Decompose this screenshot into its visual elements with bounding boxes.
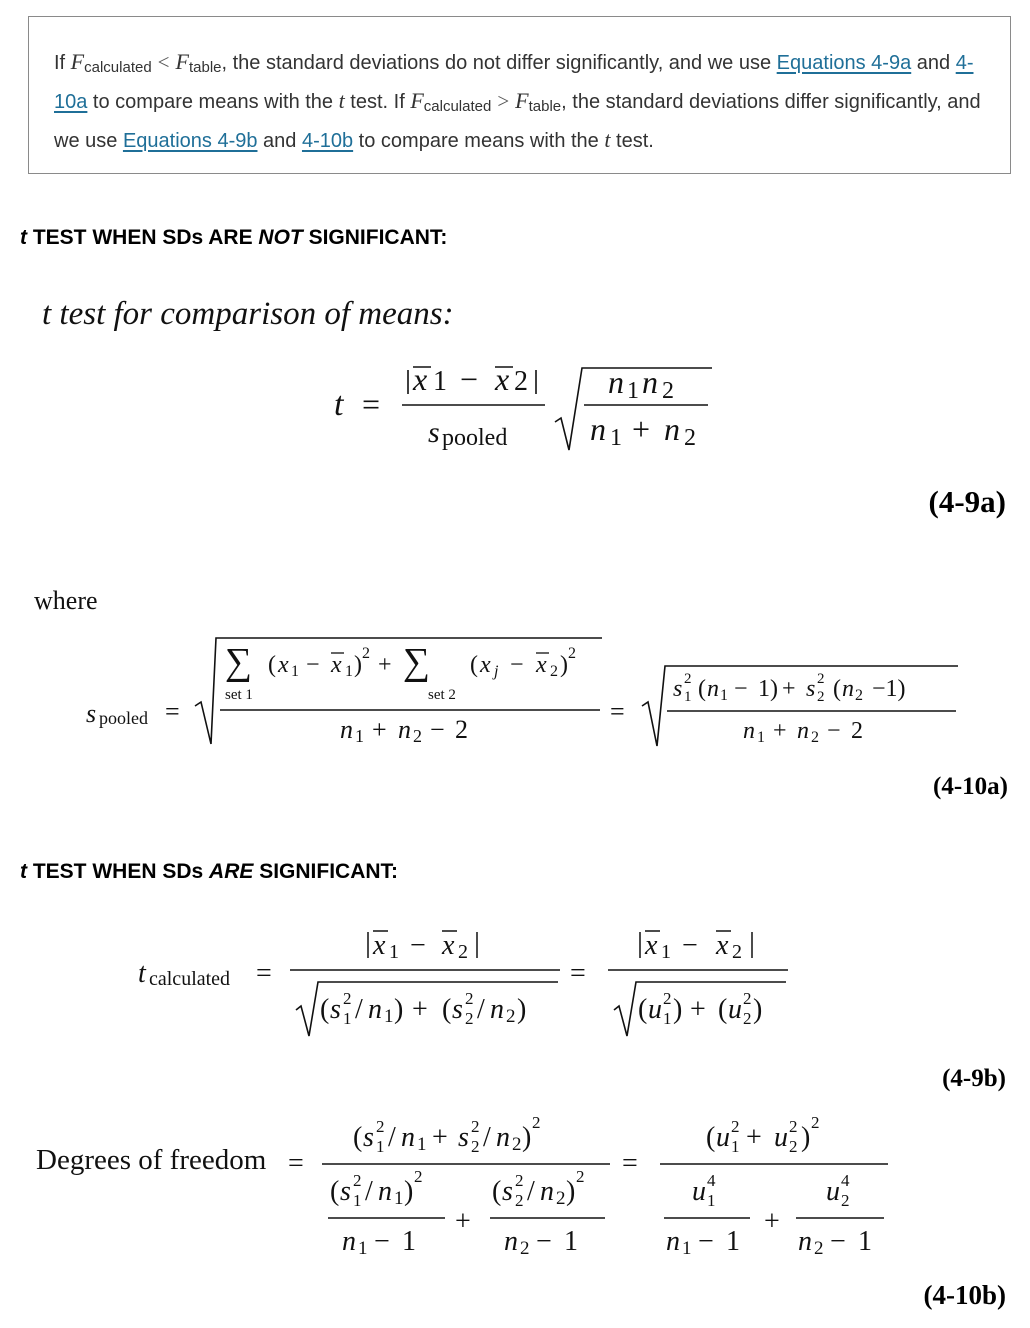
link-equations-4-9b[interactable]: Equations 4-9b — [122, 130, 258, 152]
svg-text:n: n — [707, 676, 719, 702]
svg-text:−: − — [410, 930, 426, 961]
svg-text:∑: ∑ — [225, 641, 253, 683]
svg-text:n: n — [490, 994, 504, 1025]
svg-text:(: ( — [833, 676, 841, 702]
svg-text:): ) — [560, 652, 568, 678]
numerator-abs-diff — [408, 361, 536, 397]
svg-text:−: − — [536, 1226, 552, 1257]
svg-text:2: 2 — [343, 989, 352, 1008]
callout-and: and — [911, 52, 956, 74]
svg-text:/: / — [365, 1176, 373, 1207]
svg-text:x: x — [536, 652, 547, 678]
svg-text:calculated: calculated — [149, 968, 231, 990]
svg-text:2: 2 — [515, 1171, 524, 1190]
svg-text:): ) — [522, 1122, 532, 1153]
svg-text:(: ( — [706, 1122, 716, 1153]
svg-text:1: 1 — [720, 687, 728, 704]
svg-text:2: 2 — [732, 941, 742, 963]
t-symbol: t — [338, 88, 345, 113]
link-equations-4-9a[interactable]: Equations 4-9a — [776, 52, 912, 74]
svg-text:2: 2 — [743, 989, 752, 1008]
callout-box — [28, 16, 1011, 174]
svg-text:2: 2 — [811, 729, 819, 746]
f-symbol: F — [410, 88, 424, 113]
svg-text:(: ( — [330, 1176, 340, 1207]
svg-text:2: 2 — [465, 989, 474, 1008]
svg-text:2: 2 — [362, 645, 370, 662]
t-symbol: t — [604, 127, 611, 152]
heading-mid: TEST WHEN SDs — [27, 860, 210, 883]
svg-text:): ) — [354, 652, 362, 678]
svg-text:s: s — [86, 699, 97, 728]
svg-text:+: + — [455, 1206, 471, 1237]
svg-text:n: n — [540, 1176, 554, 1207]
svg-text:+: + — [432, 1122, 448, 1153]
svg-text:1: 1 — [402, 1226, 416, 1257]
svg-text:n: n — [401, 1122, 415, 1153]
callout-text-3: to compare means with the — [87, 91, 339, 113]
svg-text:1: 1 — [684, 689, 692, 705]
svg-text:1: 1 — [389, 941, 399, 963]
greater-than-symbol: > — [497, 89, 510, 113]
svg-text:s: s — [673, 676, 683, 702]
svg-text:x: x — [716, 930, 729, 961]
svg-text:): ) — [673, 994, 683, 1025]
svg-text:s: s — [363, 1122, 374, 1153]
svg-text:x: x — [331, 652, 342, 678]
svg-text:n: n — [842, 676, 854, 702]
link-4-10b[interactable]: 4-10b — [301, 130, 354, 152]
svg-text:): ) — [404, 1176, 414, 1207]
svg-text:s: s — [428, 416, 440, 449]
svg-text:=: = — [570, 958, 586, 989]
equation-4-9b — [120, 918, 820, 1043]
svg-text:n: n — [608, 364, 624, 400]
svg-text:+: + — [746, 1122, 762, 1153]
svg-text:u: u — [728, 994, 742, 1025]
svg-text:1: 1 — [682, 1238, 692, 1259]
svg-text:2: 2 — [512, 1134, 522, 1155]
svg-text:s: s — [452, 994, 463, 1025]
svg-text:2: 2 — [520, 1238, 530, 1259]
svg-text:/: / — [388, 1122, 396, 1153]
f-symbol: F — [70, 49, 85, 74]
f-symbol: F — [515, 88, 529, 113]
equation-4-10a — [70, 628, 970, 758]
svg-text:): ) — [753, 994, 763, 1025]
heading-post: SIGNIFICANT: — [302, 226, 448, 249]
svg-text:1: 1 — [731, 1137, 740, 1156]
svg-text:=: = — [362, 386, 381, 422]
svg-text:n: n — [378, 1176, 392, 1207]
svg-text:x: x — [278, 652, 289, 678]
svg-text:2: 2 — [811, 1113, 820, 1132]
svg-text:u: u — [648, 994, 662, 1025]
svg-text:1): 1) — [758, 676, 778, 702]
svg-text:u: u — [774, 1122, 788, 1153]
svg-text:n: n — [642, 364, 658, 400]
svg-text:/: / — [355, 994, 363, 1025]
svg-text:pooled: pooled — [99, 708, 148, 728]
where-text: where — [34, 586, 98, 615]
subscript-table: table — [188, 59, 222, 76]
svg-text:+: + — [372, 715, 387, 744]
svg-text:4: 4 — [707, 1171, 716, 1190]
svg-text:): ) — [566, 1176, 576, 1207]
svg-text:2: 2 — [515, 1191, 524, 1210]
svg-text:1: 1 — [627, 378, 639, 404]
svg-text:2: 2 — [684, 671, 692, 687]
subscript-calculated: calculated — [423, 98, 492, 115]
link-4-10a[interactable]: 4-10a — [54, 52, 974, 113]
svg-text:+: + — [690, 994, 706, 1025]
svg-text:n: n — [368, 994, 382, 1025]
svg-text:2: 2 — [458, 941, 468, 963]
svg-text:t: t — [334, 386, 344, 423]
svg-text:∑: ∑ — [403, 641, 431, 683]
svg-text:1: 1 — [661, 941, 671, 963]
svg-text:j: j — [494, 663, 499, 680]
svg-text:1: 1 — [343, 1009, 352, 1028]
svg-text:+: + — [764, 1206, 780, 1237]
svg-text:2: 2 — [817, 671, 825, 687]
svg-text:−: − — [374, 1226, 390, 1257]
svg-text:2: 2 — [841, 1191, 850, 1210]
svg-text:2: 2 — [471, 1137, 480, 1156]
heading-t: t — [20, 226, 27, 249]
svg-text:1: 1 — [433, 366, 447, 397]
svg-text:1: 1 — [757, 729, 765, 746]
callout-text-7: test. — [610, 130, 654, 152]
svg-text:−: − — [430, 715, 445, 744]
svg-text:+: + — [782, 676, 796, 702]
svg-text:1: 1 — [707, 1191, 716, 1210]
svg-text:1: 1 — [358, 1238, 368, 1259]
svg-text:−: − — [460, 361, 479, 397]
svg-text:−: − — [682, 930, 698, 961]
svg-text:1: 1 — [376, 1137, 385, 1156]
svg-text:1: 1 — [394, 1188, 404, 1209]
callout-text-2: the standard deviations do not differ significantly, and we use — [227, 52, 777, 74]
svg-text:2: 2 — [789, 1137, 798, 1156]
svg-text:n: n — [798, 1226, 812, 1257]
svg-text:+: + — [632, 411, 651, 447]
svg-text:1: 1 — [417, 1134, 427, 1155]
callout-and: and — [257, 130, 302, 152]
svg-text:2: 2 — [817, 689, 825, 705]
svg-text:x: x — [495, 361, 510, 397]
svg-text:/: / — [483, 1122, 491, 1153]
svg-text:2: 2 — [550, 663, 558, 680]
svg-text:(: ( — [320, 994, 330, 1025]
t-test-heading: t test for comparison of means: — [42, 296, 454, 332]
svg-text:2: 2 — [731, 1117, 740, 1136]
svg-text:x: x — [373, 930, 386, 961]
svg-text:(: ( — [718, 994, 728, 1025]
svg-text:1: 1 — [355, 726, 364, 746]
svg-text:1: 1 — [353, 1191, 362, 1210]
svg-text:s: s — [806, 676, 816, 702]
svg-text:2: 2 — [568, 645, 576, 662]
svg-text:pooled: pooled — [442, 425, 508, 451]
svg-text:2: 2 — [353, 1171, 362, 1190]
svg-text:1: 1 — [384, 1006, 394, 1027]
svg-text:s: s — [340, 1176, 351, 1207]
svg-text:x: x — [413, 361, 428, 397]
svg-text:2: 2 — [413, 726, 422, 746]
heading-post: SIGNIFICANT: — [253, 860, 399, 883]
svg-text:(: ( — [638, 994, 648, 1025]
svg-text:n: n — [666, 1226, 680, 1257]
svg-text:−: − — [306, 652, 320, 678]
svg-text:+: + — [773, 718, 787, 744]
heading-emphasis: ARE — [209, 860, 254, 883]
callout-text-4: test. If — [344, 91, 411, 113]
svg-text:2: 2 — [684, 425, 696, 451]
svg-text:2: 2 — [471, 1117, 480, 1136]
equation-4-10b — [280, 1106, 900, 1266]
svg-text:2: 2 — [532, 1113, 541, 1132]
subscript-calculated: calculated — [84, 59, 152, 76]
svg-text:−: − — [734, 676, 748, 702]
svg-text:+: + — [412, 994, 428, 1025]
svg-text:): ) — [394, 994, 404, 1025]
sum-set2-label: set 2 — [428, 687, 456, 703]
svg-text:+: + — [378, 652, 392, 678]
svg-text:(: ( — [268, 652, 276, 678]
svg-text:x: x — [442, 930, 455, 961]
svg-text:2: 2 — [662, 378, 674, 404]
svg-text:s: s — [458, 1122, 469, 1153]
callout-text-5: the standard deviations differ significantly, and we use — [54, 91, 981, 152]
svg-text:2: 2 — [663, 989, 672, 1008]
less-than-symbol: < — [157, 50, 170, 74]
svg-text:n: n — [664, 411, 680, 447]
svg-text:−1): −1) — [872, 676, 906, 702]
svg-text:=: = — [622, 1148, 638, 1179]
svg-text:/: / — [477, 994, 485, 1025]
svg-text:n: n — [797, 718, 809, 744]
svg-text:−: − — [510, 652, 524, 678]
svg-text:(: ( — [470, 652, 478, 678]
svg-text:−: − — [830, 1226, 846, 1257]
svg-text:s: s — [330, 994, 341, 1025]
svg-text:2: 2 — [414, 1167, 423, 1186]
svg-text:s: s — [502, 1176, 513, 1207]
svg-text:1: 1 — [610, 425, 622, 451]
svg-text:x: x — [645, 930, 658, 961]
subscript-table: table — [528, 98, 562, 115]
svg-text:−: − — [827, 718, 841, 744]
svg-text:1: 1 — [564, 1226, 578, 1257]
svg-text:n: n — [340, 715, 353, 744]
svg-text:(: ( — [353, 1122, 363, 1153]
callout-text-1: If — [54, 52, 71, 74]
svg-text:=: = — [165, 697, 180, 726]
svg-text:2: 2 — [455, 715, 468, 744]
label-4-10b: (4-10b) — [923, 1280, 1006, 1310]
svg-text:=: = — [256, 958, 272, 989]
heading-mid: TEST WHEN SDs ARE — [27, 226, 259, 249]
svg-text:(: ( — [698, 676, 706, 702]
svg-text:n: n — [590, 411, 606, 447]
sum-set1-label: set 1 — [225, 687, 253, 703]
callout-text-6: to compare means with the — [353, 130, 605, 152]
svg-text:2: 2 — [556, 1188, 566, 1209]
svg-text:=: = — [288, 1148, 304, 1179]
svg-text:1: 1 — [345, 663, 353, 680]
svg-text:): ) — [517, 994, 527, 1025]
svg-text:1: 1 — [858, 1226, 872, 1257]
svg-text:1: 1 — [291, 663, 299, 680]
svg-text:u: u — [716, 1122, 730, 1153]
svg-text:2: 2 — [855, 687, 863, 704]
svg-text:1: 1 — [663, 1009, 672, 1028]
svg-text:(: ( — [442, 994, 452, 1025]
f-symbol: F — [175, 49, 189, 74]
heading-t: t — [20, 860, 27, 883]
svg-text:n: n — [504, 1226, 518, 1257]
svg-text:): ) — [801, 1122, 811, 1153]
svg-text:2: 2 — [514, 366, 528, 397]
svg-text:2: 2 — [506, 1006, 516, 1027]
svg-text:(: ( — [492, 1176, 502, 1207]
svg-text:2: 2 — [789, 1117, 798, 1136]
svg-text:2: 2 — [851, 718, 863, 744]
svg-text:/: / — [527, 1176, 535, 1207]
label-4-10a: (4-10a) — [933, 773, 1008, 800]
svg-text:n: n — [342, 1226, 356, 1257]
heading-emphasis: NOT — [258, 226, 303, 249]
svg-text:−: − — [698, 1226, 714, 1257]
svg-text:4: 4 — [841, 1171, 850, 1190]
comma: , — [561, 91, 567, 113]
equation-4-9a — [320, 350, 740, 465]
svg-text:x: x — [480, 652, 491, 678]
svg-text:u: u — [692, 1176, 706, 1207]
svg-text:2: 2 — [814, 1238, 824, 1259]
svg-text:2: 2 — [465, 1009, 474, 1028]
svg-text:1: 1 — [726, 1226, 740, 1257]
svg-text:n: n — [398, 715, 411, 744]
comma: , — [221, 52, 228, 74]
label-4-9b: (4-9b) — [942, 1065, 1006, 1092]
section-heading-significant — [20, 860, 398, 884]
svg-text:t: t — [138, 958, 146, 989]
svg-text:n: n — [496, 1122, 510, 1153]
section-heading-not-significant — [20, 226, 447, 250]
svg-text:n: n — [743, 718, 755, 744]
degrees-of-freedom-label: Degrees of freedom — [36, 1144, 267, 1176]
svg-text:2: 2 — [576, 1167, 585, 1186]
svg-text:=: = — [610, 697, 625, 726]
svg-text:u: u — [826, 1176, 840, 1207]
svg-text:2: 2 — [376, 1117, 385, 1136]
label-4-9a: (4-9a) — [928, 484, 1006, 519]
svg-text:2: 2 — [743, 1009, 752, 1028]
